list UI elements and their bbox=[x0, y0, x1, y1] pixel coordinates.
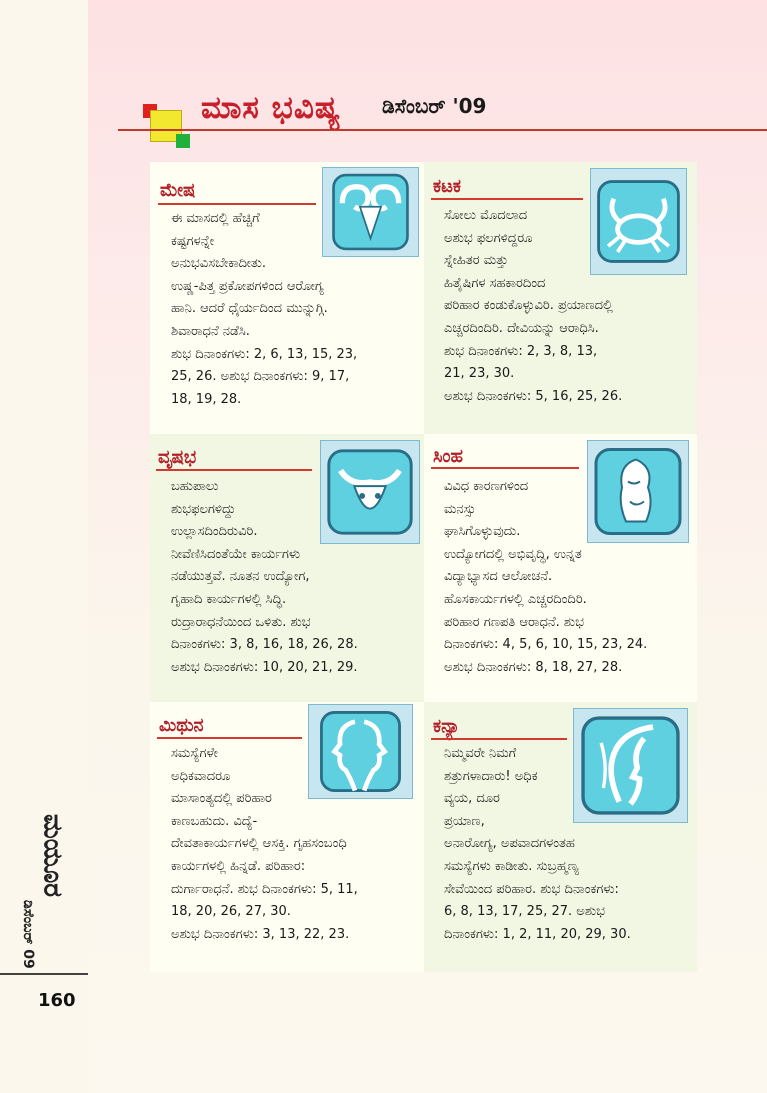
sign-line: ಅನುಭವಿಸಬೇಕಾದೀತು. bbox=[171, 256, 266, 272]
left-margin bbox=[0, 0, 88, 1093]
sign-line: ಅಶುಭ ದಿನಾಂಕಗಳು: 10, 20, 21, 29. bbox=[171, 659, 358, 675]
sign-line: ಸಮಸ್ಯೆಗಳೇ bbox=[171, 746, 218, 761]
margin-rule bbox=[0, 973, 88, 975]
page-subtitle: ಡಿಸೆಂಬರ್ '09 bbox=[382, 94, 487, 118]
sign-line: ಹೊಸಕಾರ್ಯಗಳಲ್ಲಿ ಎಚ್ಚರದಿಂದಿರಿ. bbox=[444, 591, 587, 607]
sign-body-kataka bbox=[444, 205, 622, 408]
issue-date: ಡಿಸೆಂಬರ್ 09 bbox=[20, 900, 36, 969]
sign-line: ರುದ್ರಾರಾಧನೆಯಿಂದ ಒಳಿತು. ಶುಭ bbox=[171, 614, 311, 630]
sign-body-mesha bbox=[171, 208, 357, 411]
sign-line: ನೀವೆಣಿಸಿದಂತೆಯೇ ಕಾರ್ಯಗಳು bbox=[171, 546, 301, 562]
magazine-brand: ಮಯೂರ bbox=[37, 814, 68, 897]
sign-line: ಅನಾರೋಗ್ಯ, ಅಪವಾದಗಳಂತಹ bbox=[444, 836, 575, 852]
sign-body-mithuna bbox=[171, 743, 358, 946]
sign-line: ಬಹುಪಾಲು bbox=[171, 479, 219, 494]
sign-line: ನಿಮ್ಮವರೇ ನಿಮಗೆ bbox=[444, 746, 517, 761]
sign-line: ಉಲ್ಲಾಸದಿಂದಿರುವಿರಿ. bbox=[171, 524, 258, 540]
sign-line: ಅಶುಭ ದಿನಾಂಕಗಳು: 8, 18, 27, 28. bbox=[444, 659, 623, 675]
sign-underline bbox=[431, 198, 583, 200]
sign-title-kanya: ಕನ್ಯಾ bbox=[433, 716, 460, 737]
sign-line: ವಿದ್ಯಾಭ್ಯಾಸದ ಆಲೋಚನೆ. bbox=[444, 569, 553, 585]
sign-line: ದಿನಾಂಕಗಳು: 1, 2, 11, 20, 29, 30. bbox=[444, 926, 631, 942]
green-square-decoration bbox=[176, 134, 190, 148]
sign-line: 18, 19, 28. bbox=[171, 391, 242, 407]
sign-line: 21, 23, 30. bbox=[444, 366, 515, 382]
sign-line: ಸೇವೆಯಿಂದ ಪರಿಹಾರ. ಶುಭ ದಿನಾಂಕಗಳು: bbox=[444, 881, 619, 897]
sign-line: ಸೋಲು ಮೊದಲಾದ bbox=[444, 208, 528, 223]
sign-underline bbox=[158, 203, 316, 205]
header-rule bbox=[118, 129, 767, 131]
sign-line: ಅಶುಭ ಫಲಗಳಿದ್ದರೂ bbox=[444, 230, 533, 246]
sign-line: ಅಧಿಕವಾದರೂ bbox=[171, 768, 231, 784]
sign-line: ಪರಿಹಾರ ಗಣಪತಿ ಆರಾಧನೆ. ಶುಭ bbox=[444, 614, 585, 630]
sign-line: 25, 26. ಅಶುಭ ದಿನಾಂಕಗಳು: 9, 17, bbox=[171, 369, 350, 385]
sign-title-vrishabha: ವೃಷಭ bbox=[158, 447, 197, 468]
sign-line: ಸಮಸ್ಯೆಗಳು ಕಾಡೀತು. ಸುಬ್ರಹ್ಮಣ್ಯ bbox=[444, 858, 579, 874]
sign-line: ಈ ಮಾಸದಲ್ಲಿ ಹೆಚ್ಚಿಗೆ bbox=[171, 211, 260, 226]
page-number: 160 bbox=[38, 990, 76, 1011]
page-title: ಮಾಸ ಭವಿಷ್ಯ bbox=[201, 90, 342, 126]
sign-line: ಹಿತೈಷಿಗಳ ಸಹಕಾರದಿಂದ bbox=[444, 275, 546, 291]
sign-line: ದೇವತಾಕಾರ್ಯಗಳಲ್ಲಿ ಆಸಕ್ತಿ. ಗೃಹಸಂಬಂಧಿ bbox=[171, 836, 347, 852]
sign-line: ಎಚ್ಚರದಿಂದಿರಿ. ದೇವಿಯನ್ನು ಆರಾಧಿಸಿ. bbox=[444, 320, 599, 336]
sign-line: ಪರಿಹಾರ ಕಂಡುಕೊಳ್ಳುವಿರಿ. ಪ್ರಯಾಣದಲ್ಲಿ bbox=[444, 298, 613, 314]
sign-line: ವಿವಿಧ ಕಾರಣಗಳಿಂದ bbox=[444, 479, 529, 494]
sign-underline bbox=[156, 469, 312, 471]
sign-line: ದಿನಾಂಕಗಳು: 4, 5, 6, 10, 15, 23, 24. bbox=[444, 637, 648, 653]
sign-line: ಕಾಣಬಹುದು. ವಿದ್ಯೆ- bbox=[171, 813, 258, 829]
sign-line: ಸ್ನೇಹಿತರ ಮತ್ತು bbox=[444, 253, 509, 269]
sign-line: ಶುಭಫಲಗಳಿದ್ದು bbox=[171, 501, 236, 517]
sign-line: ದುರ್ಗಾರಾಧನೆ. ಶುಭ ದಿನಾಂಕಗಳು: 5, 11, bbox=[171, 881, 358, 897]
sign-line: ಗೃಹಾದಿ ಕಾರ್ಯಗಳಲ್ಲಿ ಸಿದ್ಧಿ. bbox=[171, 591, 287, 607]
sign-line: ನಡೆಯುತ್ತವೆ. ನೂತನ ಉದ್ಯೋಗ, bbox=[171, 569, 310, 585]
sign-body-kanya bbox=[444, 743, 631, 946]
sign-line: ಘಾಸಿಗೊಳ್ಳುವುದು. bbox=[444, 524, 521, 540]
sign-title-simha: ಸಿಂಹ bbox=[433, 446, 464, 467]
sign-line: ಪ್ರಯಾಣ, bbox=[444, 813, 485, 829]
sign-underline bbox=[431, 467, 579, 469]
sign-underline bbox=[431, 738, 567, 740]
sign-line: ಮನಸ್ಸು bbox=[444, 501, 476, 517]
sign-line: ಅಶುಭ ದಿನಾಂಕಗಳು: 3, 13, 22, 23. bbox=[171, 926, 350, 942]
sign-line: ಕಾರ್ಯಗಳಲ್ಲಿ ಹಿನ್ನಡೆ. ಪರಿಹಾರ: bbox=[171, 858, 306, 874]
sign-line: ಮಾಸಾಂತ್ಯದಲ್ಲಿ ಪರಿಹಾರ bbox=[171, 791, 272, 807]
sign-title-mithuna: ಮಿಥುನ bbox=[159, 715, 204, 736]
sign-title-kataka: ಕಟಕ bbox=[433, 176, 461, 197]
sign-line: ಶಿವಾರಾಧನೆ ನಡೆಸಿ. bbox=[171, 323, 250, 339]
sign-line: ಕಷ್ಟಗಳನ್ನೇ bbox=[171, 233, 214, 249]
sign-line: ದಿನಾಂಕಗಳು: 3, 8, 16, 18, 26, 28. bbox=[171, 637, 358, 653]
sign-line: ಶುಭ ದಿನಾಂಕಗಳು: 2, 6, 13, 15, 23, bbox=[171, 346, 358, 362]
sign-line: ಹಾನಿ. ಆದರೆ ಧೈರ್ಯದಿಂದ ಮುನ್ನುಗ್ಗಿ. bbox=[171, 301, 328, 317]
sign-line: ಅಶುಭ ದಿನಾಂಕಗಳು: 5, 16, 25, 26. bbox=[444, 388, 623, 404]
sign-line: 18, 20, 26, 27, 30. bbox=[171, 904, 291, 920]
sign-line: ಉಷ್ಣ-ಪಿತ್ತ ಪ್ರಕೋಪಗಳಿಂದ ಆರೋಗ್ಯ bbox=[171, 278, 324, 294]
sign-line: 6, 8, 13, 17, 25, 27. ಅಶುಭ bbox=[444, 904, 606, 920]
sign-body-simha bbox=[444, 476, 647, 679]
sign-title-mesha: ಮೇಷ bbox=[160, 180, 196, 201]
sign-underline bbox=[157, 737, 302, 739]
sign-line: ಶತ್ರುಗಳಾದಾರು! ಅಧಿಕ bbox=[444, 768, 538, 784]
sign-line: ವ್ಯಯ, ದೂರ bbox=[444, 791, 500, 807]
sign-line: ಶುಭ ದಿನಾಂಕಗಳು: 2, 3, 8, 13, bbox=[444, 343, 598, 359]
sign-body-vrishabha bbox=[171, 476, 358, 679]
sign-line: ಉದ್ಯೋಗದಲ್ಲಿ ಅಭಿವೃದ್ಧಿ, ಉನ್ನತ bbox=[444, 546, 582, 562]
